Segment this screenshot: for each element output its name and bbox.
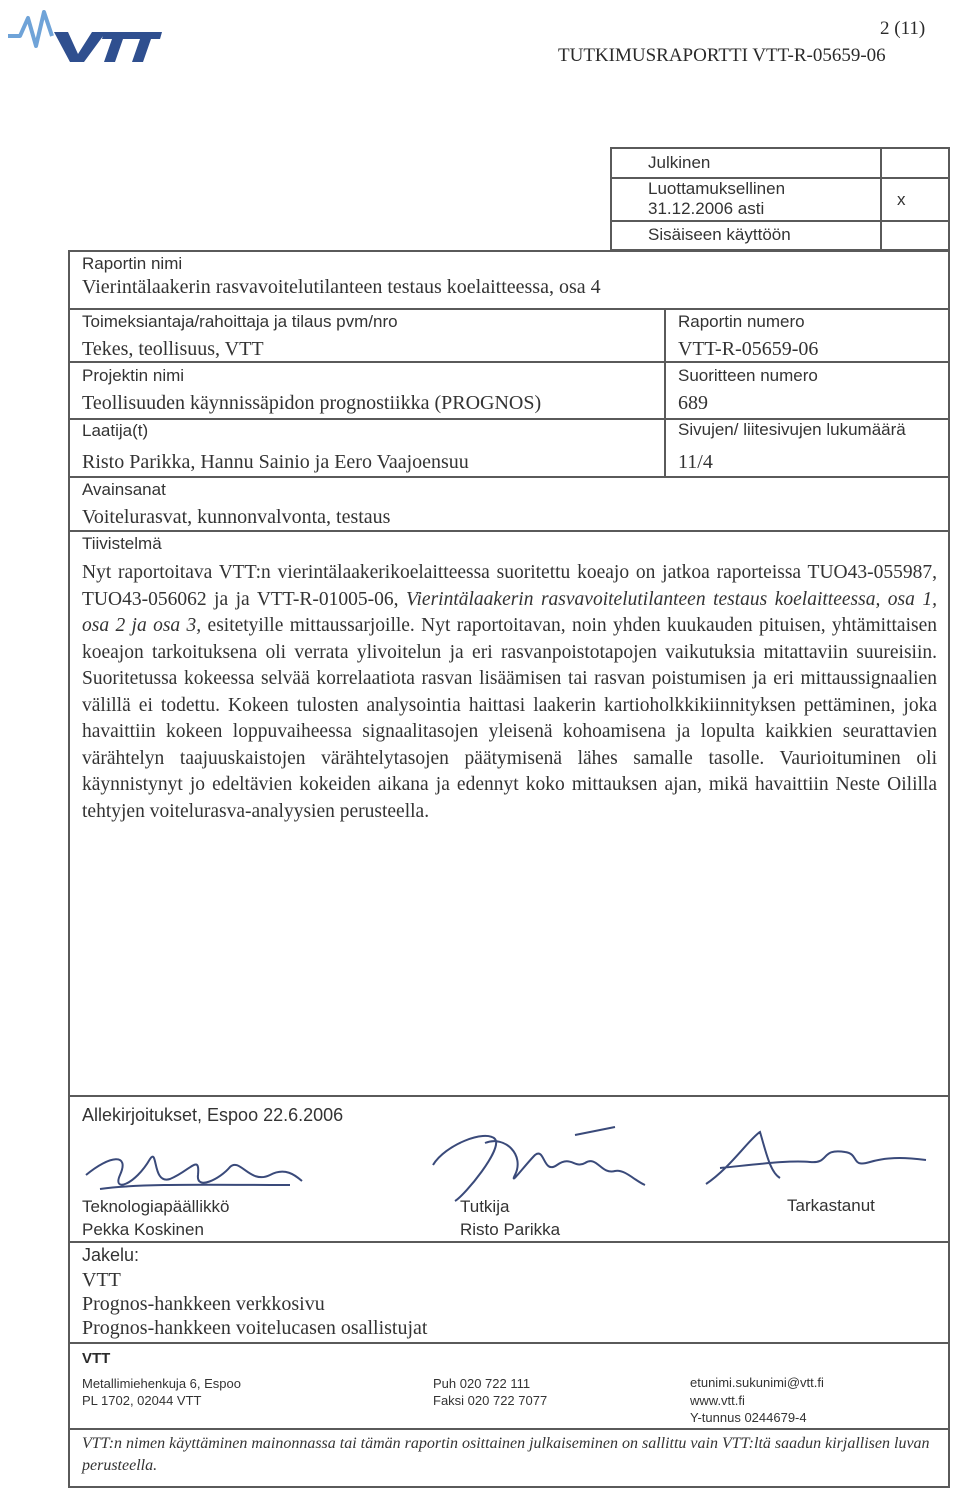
report-number-label: Raportin numero bbox=[678, 312, 805, 331]
contact-org: VTT bbox=[82, 1350, 111, 1367]
classification-until-date: 31.12.2006 asti bbox=[648, 199, 765, 218]
performance-number-value: 689 bbox=[678, 392, 708, 414]
pages-value: 11/4 bbox=[678, 451, 713, 473]
signatures-heading: Allekirjoitukset, Espoo 22.6.2006 bbox=[82, 1105, 344, 1125]
classification-internal: Sisäiseen käyttöön bbox=[648, 225, 791, 244]
page-number: 2 (11) bbox=[880, 18, 926, 39]
abstract-italic-title: Vierintälaakerin rasvavoitelutilanteen testaus koelaitteessa, osa 1, osa 2 ja osa 3, bbox=[82, 588, 937, 636]
abstract-label: Tiivistelmä bbox=[82, 534, 162, 553]
distribution-label: Jakelu: bbox=[82, 1245, 140, 1265]
usage-notice: VTT:n nimen käyttäminen mainonnassa tai tämän raportin osittainen julkaiseminen on sallittu vain VTT:ltä saadun kirjallisen luvan perusteella. bbox=[82, 1435, 930, 1474]
authors-label: Laatija(t) bbox=[82, 421, 149, 440]
report-name-value: Vierintälaakerin rasvavoitelutilanteen testaus koelaitteessa, osa 4 bbox=[82, 276, 601, 298]
project-label: Projektin nimi bbox=[82, 366, 185, 385]
signature-3-handwriting bbox=[700, 1128, 930, 1188]
signature-1-handwriting bbox=[80, 1145, 310, 1200]
distribution-item: Prognos-hankkeen verkkosivu bbox=[82, 1293, 325, 1315]
contact-fax: Faksi 020 722 7077 bbox=[433, 1393, 548, 1408]
abstract-part-1: Nyt raportoitava VTT:n vierintälaakerikoelaitteessa suoritettu koeajo on jatkoa raporteissa TUO43-055987, TUO43-056062 ja ja VTT-R-01005-06, bbox=[82, 562, 937, 610]
classification-confidential: Luottamuksellinen bbox=[648, 179, 786, 198]
contact-email: etunimi.sukunimi@vtt.fi bbox=[690, 1375, 824, 1390]
contact-phone: Puh 020 722 111 bbox=[433, 1376, 531, 1391]
classification-mark: x bbox=[897, 190, 906, 209]
pages-label: Sivujen/ liitesivujen lukumäärä bbox=[678, 420, 906, 439]
signature-2-handwriting bbox=[425, 1125, 650, 1205]
contact-business-id: Y-tunnus 0244679-4 bbox=[690, 1410, 807, 1425]
contact-address-line-2: PL 1702, 02044 VTT bbox=[82, 1393, 202, 1408]
keywords-label: Avainsanat bbox=[82, 480, 166, 499]
classification-public: Julkinen bbox=[648, 153, 711, 172]
report-name-label: Raportin nimi bbox=[82, 254, 183, 273]
project-value: Teollisuuden käynnissäpidon prognostiikka (PROGNOS) bbox=[82, 392, 542, 414]
report-number-value: VTT-R-05659-06 bbox=[678, 338, 819, 360]
contact-web: www.vtt.fi bbox=[690, 1393, 745, 1408]
signature-3-role: Tarkastanut bbox=[787, 1196, 875, 1215]
abstract-part-2: esitetyille mittaussarjoille. Nyt raportoitavan, noin yhden kuukauden pituisen, yhtämittaisen koeajon tarkoituksena oli verrata ylivoitelun ja eri rasvanpoistotapojen vaikutuksia mitattaviin suureisiin. Suoritetussa kokeessa selvää korrelaatiota rasvan lisäämisen tai rasvan poistumisen ja eri mittaussignaalien välillä ei todettu. Kokeen tulosten analysointia haittasi laakerin kartioholkkikiinnityksen pettäminen, joka havaittiin kokeen loppuvaiheessa signaalitasojen yleisenä kohoamisena ja lopulta kaikkien seurattavien värähtelyn taajuuskaistojen värähtelytasojen päätymisenä lähes samalle tasolle. Vaurioituminen oli käynnistynyt jo edeltävien kokeiden aikana ja edennyt koko mittauksen ajan, mikä havaittiin Neste Oililla tehtyjen voitelurasva-analyysien perusteella. bbox=[82, 615, 937, 822]
contact-address-line-1: Metallimiehenkuja 6, Espoo bbox=[82, 1376, 241, 1391]
authors-value: Risto Parikka, Hannu Sainio ja Eero Vaajoensuu bbox=[82, 451, 469, 473]
performance-number-label: Suoritteen numero bbox=[678, 366, 818, 385]
vtt-logo bbox=[6, 6, 162, 64]
client-label: Toimeksiantaja/rahoittaja ja tilaus pvm/nro bbox=[82, 312, 398, 331]
signature-1-role: Teknologiapäällikkö bbox=[82, 1197, 230, 1216]
signature-2-role: Tutkija bbox=[460, 1197, 510, 1216]
distribution-item: Prognos-hankkeen voitelucasen osallistujat bbox=[82, 1317, 428, 1339]
signature-1-name: Pekka Koskinen bbox=[82, 1220, 204, 1239]
keywords-value: Voitelurasvat, kunnonvalvonta, testaus bbox=[82, 506, 391, 528]
abstract-text bbox=[82, 560, 937, 825]
report-id-header: TUTKIMUSRAPORTTI VTT-R-05659-06 bbox=[558, 45, 886, 66]
distribution-item: VTT bbox=[82, 1269, 121, 1291]
signature-2-name: Risto Parikka bbox=[460, 1220, 561, 1239]
client-value: Tekes, teollisuus, VTT bbox=[82, 338, 264, 360]
